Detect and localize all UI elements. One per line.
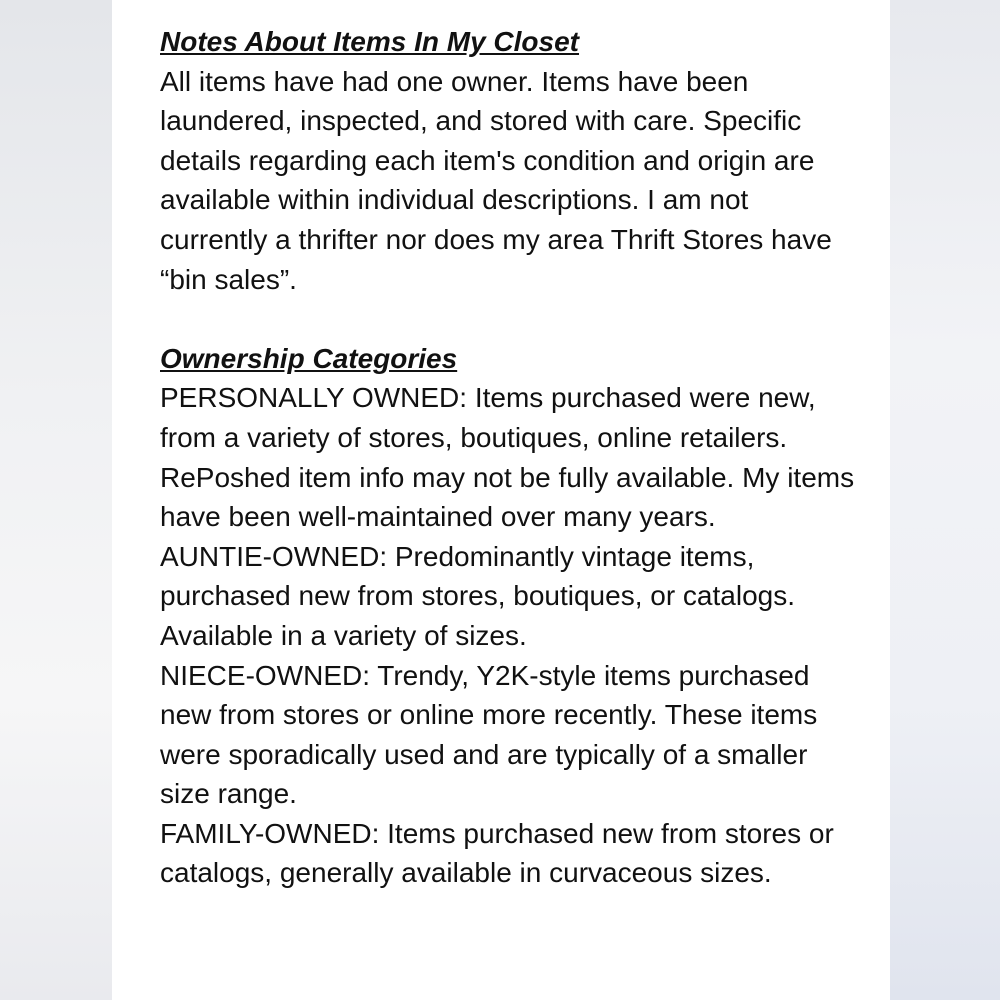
category-personally-owned: PERSONALLY OWNED: Items purchased were new, from a variety of stores, boutiques, online retailers. RePoshed item info may not be fully available. My items have been well-maintained over many years. <box>160 382 855 533</box>
ownership-heading: Ownership Categories <box>160 342 458 374</box>
notes-body: All items have had one owner. Items have been laundered, inspected, and stored with care. Specific details regarding each item's condition and origin are available within individual descriptions. I am not currently a thrifter nor does my area Thrift Stores have “bin sales”. <box>160 65 832 295</box>
ownership-section <box>160 339 890 893</box>
section-spacer <box>160 299 890 339</box>
background-right-edge <box>890 0 1000 1000</box>
category-auntie-owned: AUNTIE-OWNED: Predominantly vintage items, purchased new from stores, boutiques, or catalogs. Available in a variety of sizes. <box>160 540 796 651</box>
document-page <box>112 0 890 1000</box>
notes-heading: Notes About Items In My Closet <box>160 26 580 57</box>
notes-section <box>160 22 890 299</box>
category-niece-owned: NIECE-OWNED: Trendy, Y2K-style items purchased new from stores or online more recently. These items were sporadically used and are typically of a smaller size range. <box>160 659 818 810</box>
category-family-owned: FAMILY-OWNED: Items purchased new from stores or catalogs, generally available in curvaceous sizes. <box>160 817 834 889</box>
background-left-edge <box>0 0 112 1000</box>
